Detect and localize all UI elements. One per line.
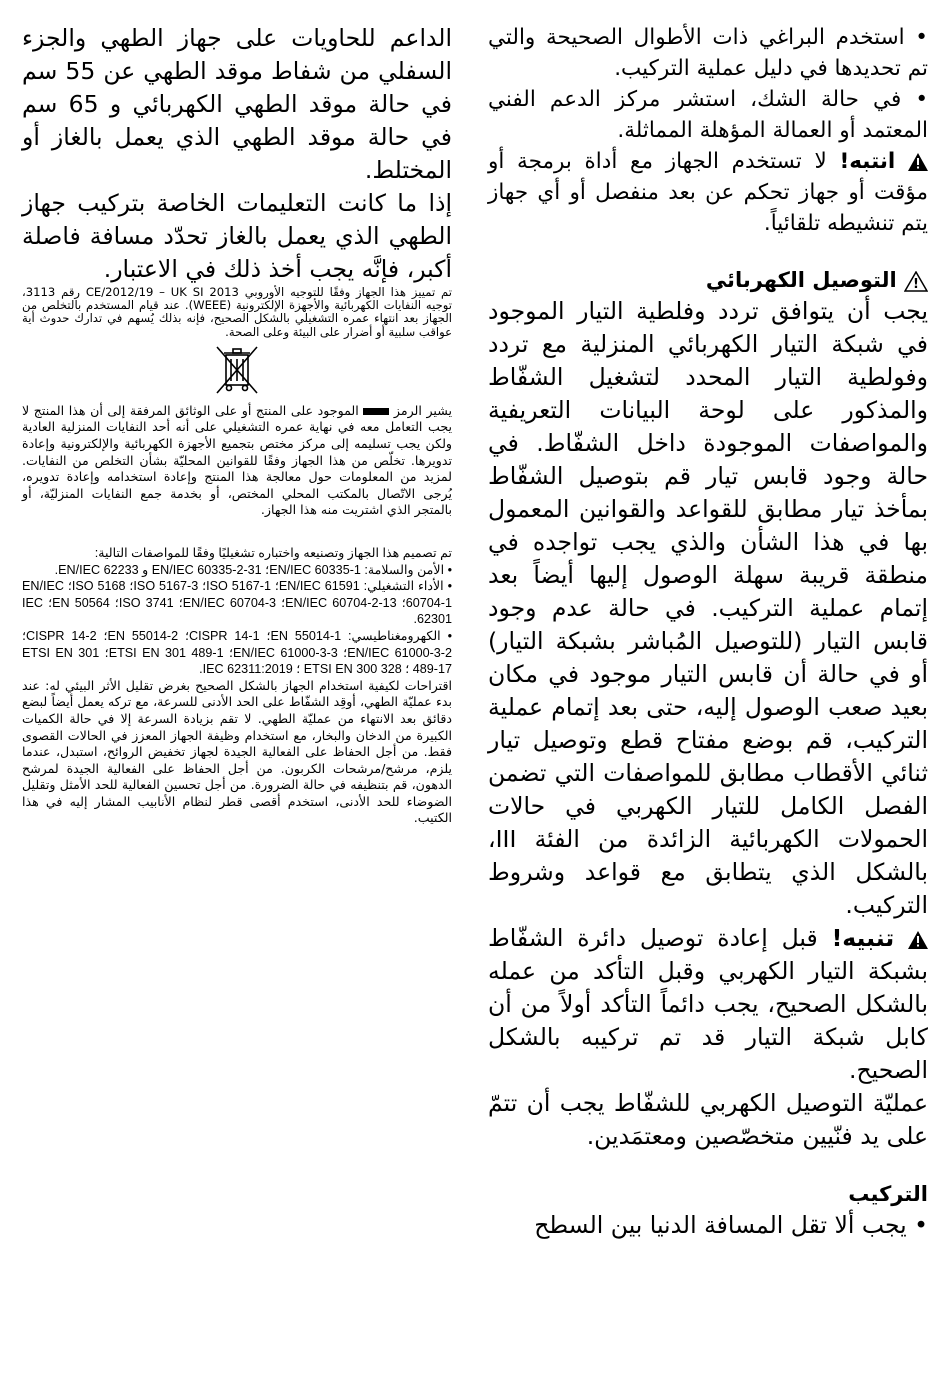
warning-text: قبل إعادة توصيل دائرة الشفّاط بشبكة التيار الكهربي وقبل التأكد من عمله بالشكل الصحيح، يجب دائماً التأكد أولاً من أن كابل شبكة التيار قد تم تركيبه بالشكل الصحيح. xyxy=(488,924,928,1084)
electrical-technicians-text: عمليّة التوصيل الكهربي للشفّاط يجب أن تتمّ على يد فنّيين متخصّصين ومعتمَدين. xyxy=(488,1089,928,1150)
warning-text: لا تستخدم الجهاز مع أداة برمجة أو مؤقت أو جهاز تحكم عن بعد منفصل أو أي جهاز يتم تنشيطه تلقائياً. xyxy=(488,149,928,236)
screws-bullet: • استخدم البراغي ذات الأطوال الصحيحة والتي تم تحديدها في دليل عملية التركيب. xyxy=(488,25,928,81)
weee-symbol-text: يشير الرمز الموجود على المنتج أو على الوثائق المرفقة إلى أن هذا المنتج لا يجب التعامل معه في نهاية عمره التشغيلي على أنه أحد النفايات المنزلية العادية ولكن يجب تسليمه إلى مركز مختص بتجميع الأجهزة الكهربائية والإلكترونية وإعادة تدويرها. تخلّص من هذا الجهاز وفقًا للقوانين المحليّة بشأن التخلص من النفايات. لمزيد من المعلومات حول معالجة هذا المنتج وإعادة استخدامه وإعادة تدويره، يُرجى الاتّصال بالمكتب المحلي المختص، أو بخدمة جمع النفايات المنزليّة، أو بالمتجر الذي اشتريت منه هذا الجهاز. xyxy=(22,402,452,518)
distance-continuation: الداعم للحاويات على جهاز الطهي والجزء السفلي من شفاط موقد الطهي عن 55 سم في حالة موقد الطهي الكهربائي و 65 سم في حالة موقد الطهي الذي يعمل بالغاز أو المختلط. xyxy=(22,24,452,184)
eco-suggestions: اقتراحات لكيفية استخدام الجهاز بالشكل الصحيح بغرض تقليل الأثر البيئي له: عند بدء عمليّة الطهي، أوقِد الشفّاط على الحد الأدنى للسرعة، مع تركه يعمل أيضاً لبضع دقائق بعد الانتهاء من عمليّة الطهي. لا تقم بزيادة السرعة إلا في حالة الكميات الكبيرة من الدخان والبخار، مع استخدام وظيفة الجهاز المعزز في الحالات القصوى فقط. من أجل الحفاظ على الفعالية الجيدة لجهاز تخفيض الروائح، استبدل، عندما يلزم، مرشح/مرشحات الكربون. من أجل الحفاظ على الفعالية الجيدة لمرشح الدهون، قم بتنظيفه في حالة الضرورة. من أجل تحسين الفعالية للحد الأمثل وتقليل الضوضاء للحد الأدنى، استخدم أقصى قطر لنظام الأنابيب المشار إليه في هذا الكتيب. xyxy=(22,677,452,826)
bin-symbol-icon xyxy=(363,408,389,415)
electrical-heading xyxy=(488,265,928,295)
reconnect-warning xyxy=(488,922,928,1087)
warning-label: انتبه! xyxy=(839,149,896,174)
standards-safety: • الأمن والسلامة: EN/IEC 60335-1؛ EN/IEC 60335-2-31 و EN/IEC 62233. xyxy=(54,562,452,577)
right-column xyxy=(488,22,928,1242)
warning-triangle-icon xyxy=(908,153,928,171)
installation-heading: التركيب xyxy=(848,1182,928,1206)
support-bullet: • في حالة الشك، استشر مركز الدعم الفني المعتمد أو العمالة المؤهلة المماثلة. xyxy=(488,87,928,143)
left-column xyxy=(22,22,452,827)
crossed-out-wheelie-bin-icon xyxy=(215,345,259,395)
standards-intro: تم تصميم هذا الجهاز وتصنيعه واختباره تشغيليًا وفقًا للمواصفات التالية: xyxy=(94,545,452,560)
standards-emc: • الكهرومغناطيسي: EN 55014-1؛ CISPR 14-1؛ EN 55014-2؛ CISPR 14-2؛ EN/IEC 61000-3-2؛ EN/IEC 61000-3-3؛ ETSI EN 301 489-1؛ ETSI EN 301 489-17 ؛ ETSI EN 300 328 ؛ IEC 62311:2019. xyxy=(22,628,452,677)
standards-performance: • الأداء التشغيلي: EN/IEC 61591؛ ISO 5167-1؛ ISO 5167-3؛ ISO 5168؛ EN/IEC 60704-1؛ EN/IEC 60704-2-13؛ EN/IEC 60704-3؛ ISO 3741؛ EN 50564؛ IEC 62301. xyxy=(22,579,452,627)
installation-bullet: • يجب ألا تقل المسافة الدنيا بين السطح xyxy=(534,1211,928,1239)
warning-label: تنبيه! xyxy=(831,924,895,952)
svg-text:!: ! xyxy=(913,276,919,292)
programmer-warning xyxy=(488,146,928,239)
electrical-text: يجب أن يتوافق تردد وفلطية التيار الموجود في شبكة التيار الكهربائي المنزلية مع تردد وفولطية التيار المحدد لتشغيل الشفّاط والمذكور على لوحة البيانات التعريفية والمواصفات الموجودة داخل الشفّاط. في حالة وجود قابس تيار قم بتوصيل الشفّاط بمأخذ تيار مطابق للقواعد والقوانين المعمول بها في هذا الشأن والذي يجب تواجده في منطقة قريبة سهلة الوصول إليها أيضاً بعد إتمام عملية التركيب. في حالة عدم وجود قابس التيار (للتوصيل المُباشر بشبكة التيار) أو في حالة أن قابس التيار موجود في مكان بعيد صعب الوصول إليه، حتى بعد إتمام عملية التركيب، قم بوضع مفتاح قطع وتوصيل تيار ثنائي الأقطاب مطابق للمواصفات التي تضمن الفصل الكامل للتيار الكهربي في حالات الحمولات الكهربائية الزائدة من الفئة III، بالشكل الذي يتطابق مع قواعد وشروط التركيب. xyxy=(488,297,928,919)
electrical-warning-icon xyxy=(904,271,928,292)
electrical-heading-text: التوصيل الكهربائي xyxy=(705,268,897,292)
weee-symbol xyxy=(22,345,452,401)
weee-directive-text: تم تمييز هذا الجهاز وفقًا للتوجيه الأوروبي CE/2012/19 – UK SI 2013 رقم 3113، توجيه النفايات الكهربائية والأجهزة الإلكترونية (WEEE). عند قيام المستخدم بالتخلص من الجهاز بعد انتهاء عمره التشغيلي بالشكل الصحيح، فإنه بذلك يُسهم في تدارك حدوث أية عواقب سلبية أو أضرار على البيئة وعلى الصحة. xyxy=(22,285,452,339)
gas-installation-note: إذا ما كانت التعليمات الخاصة بتركيب جهاز الطهي الذي يعمل بالغاز تحدّد مسافة فاصلة أكبر، فإنَّه يجب أخذ ذلك في الاعتبار. xyxy=(22,189,452,283)
warning-triangle-icon xyxy=(908,931,928,949)
